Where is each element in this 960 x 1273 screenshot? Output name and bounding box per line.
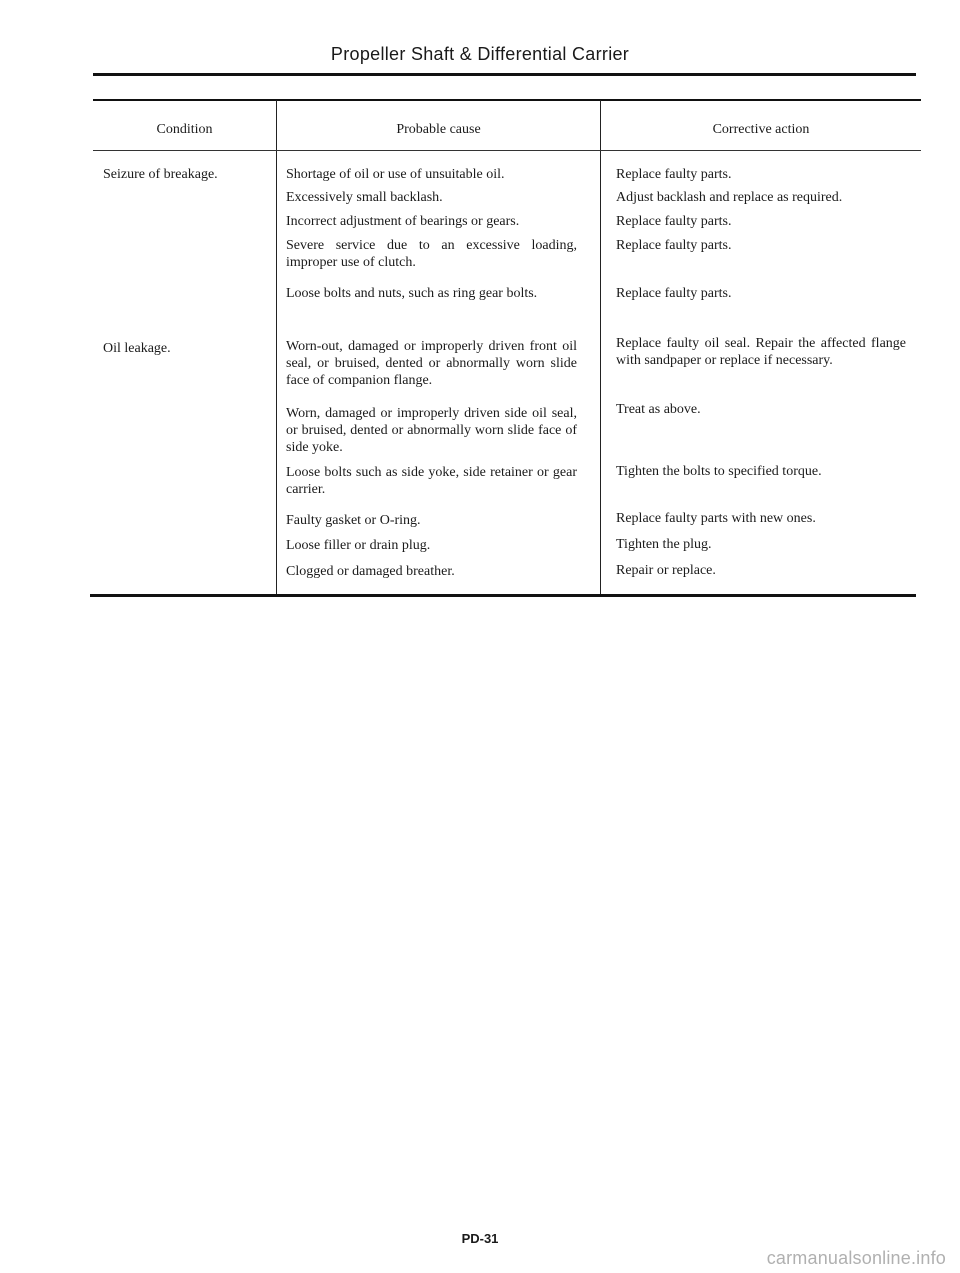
cause-cell: Loose filler or drain plug.: [286, 538, 431, 553]
table-bottom-rule: [90, 594, 916, 597]
action-cell: Replace faulty parts.: [616, 238, 732, 253]
table-top-rule: [93, 99, 921, 101]
condition-cell: Oil leakage.: [103, 341, 171, 356]
action-cell: Replace faulty parts.: [616, 286, 732, 301]
cause-cell: Loose bolts such as side yoke, side retainer or gear carrier.: [286, 465, 577, 497]
cause-cell: Worn-out, damaged or improperly driven front oil seal, or bruised, dented or abnormally worn slide face of companion flange.: [286, 339, 577, 388]
condition-cell: Seizure of breakage.: [103, 167, 218, 182]
cause-cell: Clogged or damaged breather.: [286, 564, 455, 579]
page-title: Propeller Shaft & Differential Carrier: [330, 44, 630, 64]
action-cell: Replace faulty parts.: [616, 214, 732, 229]
cause-cell: Incorrect adjustment of bearings or gears.: [286, 214, 520, 229]
cause-cell: Loose bolts and nuts, such as ring gear bolts.: [286, 286, 538, 301]
action-cell: Replace faulty parts.: [616, 167, 732, 182]
column-header-corrective-action: Corrective action: [712, 122, 810, 137]
action-cell: Replace faulty parts with new ones.: [616, 511, 816, 526]
cause-cell: Severe service due to an excessive loading, improper use of clutch.: [286, 238, 577, 270]
action-cell: Adjust backlash and replace as required.: [616, 190, 843, 205]
column-divider: [276, 100, 277, 596]
cause-cell: Worn, damaged or improperly driven side oil seal, or bruised, dented or abnormally worn slide face of side yoke.: [286, 406, 577, 455]
action-cell: Tighten the plug.: [616, 537, 712, 552]
action-cell: Tighten the bolts to specified torque.: [616, 464, 822, 479]
header-divider: [93, 150, 921, 151]
watermark: carmanualsonline.info: [766, 1248, 946, 1268]
cause-cell: Shortage of oil or use of unsuitable oil.: [286, 167, 505, 182]
page-number: PD-31: [461, 1231, 499, 1246]
column-header-probable-cause: Probable cause: [396, 122, 481, 137]
column-divider: [600, 100, 601, 596]
cause-cell: Excessively small backlash.: [286, 190, 443, 205]
cause-cell: Faulty gasket or O-ring.: [286, 513, 421, 528]
action-cell: Repair or replace.: [616, 563, 716, 578]
column-header-condition: Condition: [156, 122, 213, 137]
action-cell: Treat as above.: [616, 402, 701, 417]
action-cell: Replace faulty oil seal. Repair the affected flange with sandpaper or replace if necessary.: [616, 336, 906, 368]
header-rule: [93, 73, 916, 76]
